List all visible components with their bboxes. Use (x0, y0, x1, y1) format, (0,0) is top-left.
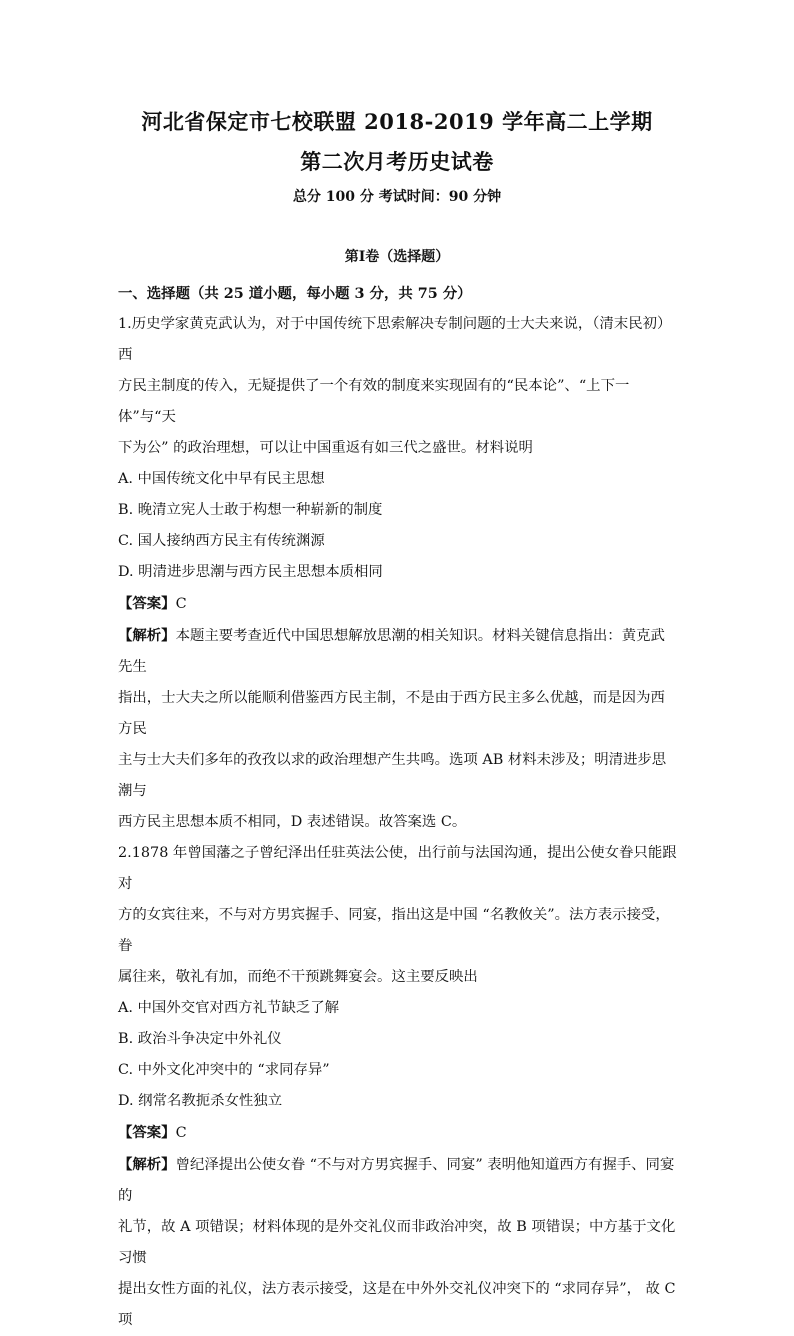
exam-info: 总分 100 分 考试时间：90 分钟 (292, 189, 502, 205)
question-2-option-b: B. 政治斗争决定中外礼仪 (118, 1031, 282, 1047)
explanation-text: 本题主要考查近代中国思想解放思潮的相关知识。材料关键信息指出：黄克武先生 (118, 628, 665, 675)
question-1-answer (118, 588, 678, 620)
explanation-text: 曾纪泽提出公使女眷 “不与对方男宾握手、同宴” 表明他知道西方有握手、同宴的 (118, 1157, 675, 1204)
question-2-explanation-line (118, 1149, 678, 1212)
question-2-stem-line: 2.1878 年曾国藩之子曾纪泽出任驻英法公使，出行前与法国沟通，提出公使女眷只能跟对 (118, 845, 677, 892)
question-1-explanation-line: 主与士大夫们多年的孜孜以求的政治理想产生共鸣。选项 AB 材料未涉及；明清进步思潮与 (118, 752, 667, 799)
exam-title-line1: 河北省保定市七校联盟 2018-2019 学年高二上学期 (141, 109, 653, 134)
question-1-option-d: D. 明清进步思潮与西方民主思想本质相同 (118, 564, 383, 580)
question-2-stem-line: 方的女宾往来，不与对方男宾握手、同宴，指出这是中国 “名教攸关”。法方表示接受，眷 (118, 907, 670, 954)
explanation-label: 【解析】 (118, 1156, 176, 1173)
question-1-stem-line: 方民主制度的传入，无疑提供了一个有效的制度来实现固有的“民本论”、“上下一体”与“天 (118, 378, 630, 425)
question-2-answer (118, 1117, 678, 1149)
question-1-option-a: A. 中国传统文化中早有民主思想 (118, 471, 325, 487)
question-2-option-a: A. 中国外交官对西方礼节缺乏了解 (118, 1000, 340, 1016)
question-1-explanation-line: 西方民主思想本质不相同，D 表述错误。故答案选 C。 (118, 814, 467, 830)
answer-label: 【答案】 (118, 595, 176, 612)
question-2-option-d: D. 纲常名教扼杀女性独立 (118, 1093, 283, 1109)
section-heading: 一、选择题（共 25 道小题，每小题 3 分，共 75 分） (118, 285, 472, 302)
question-2-stem-line: 属往来，敬礼有加，而绝不干预跳舞宴会。这主要反映出 (118, 969, 478, 985)
answer-value: C (175, 596, 187, 612)
question-1-stem-line: 下为公” 的政治理想，可以让中国重返有如三代之盛世。材料说明 (118, 440, 533, 456)
question-2-explanation-line: 提出女性方面的礼仪，法方表示接受，这是在中外外交礼仪冲突下的 “求同存异”， 故 C 项 (118, 1281, 676, 1328)
volume-heading: 第Ⅰ卷（选择题） (344, 249, 450, 265)
question-1-option-b: B. 晚清立宪人士敢于构想一种崭新的制度 (118, 502, 383, 518)
question-1-stem-line: 1.历史学家黄克武认为，对于中国传统下思索解决专制问题的士大夫来说，（清末民初）西 (118, 316, 672, 363)
exam-title-line2: 第二次月考历史试卷 (300, 149, 494, 174)
explanation-label: 【解析】 (118, 627, 176, 644)
question-1-explanation-line: 指出，士大夫之所以能顺利借鉴西方民主制，不是由于西方民主多么优越，而是因为西方民 (118, 690, 665, 737)
answer-value: C (175, 1125, 187, 1141)
question-2-option-c: C. 中外文化冲突中的 “求同存异” (118, 1062, 330, 1078)
question-2-explanation-line: 礼节，故 A 项错误；材料体现的是外交礼仪而非政治冲突，故 B 项错误；中方基于文化习惯 (118, 1219, 676, 1266)
exam-content (118, 278, 678, 1336)
question-1-explanation-line (118, 620, 678, 683)
question-1-option-c: C. 国人接纳西方民主有传统渊源 (118, 533, 325, 549)
answer-label: 【答案】 (118, 1124, 176, 1141)
